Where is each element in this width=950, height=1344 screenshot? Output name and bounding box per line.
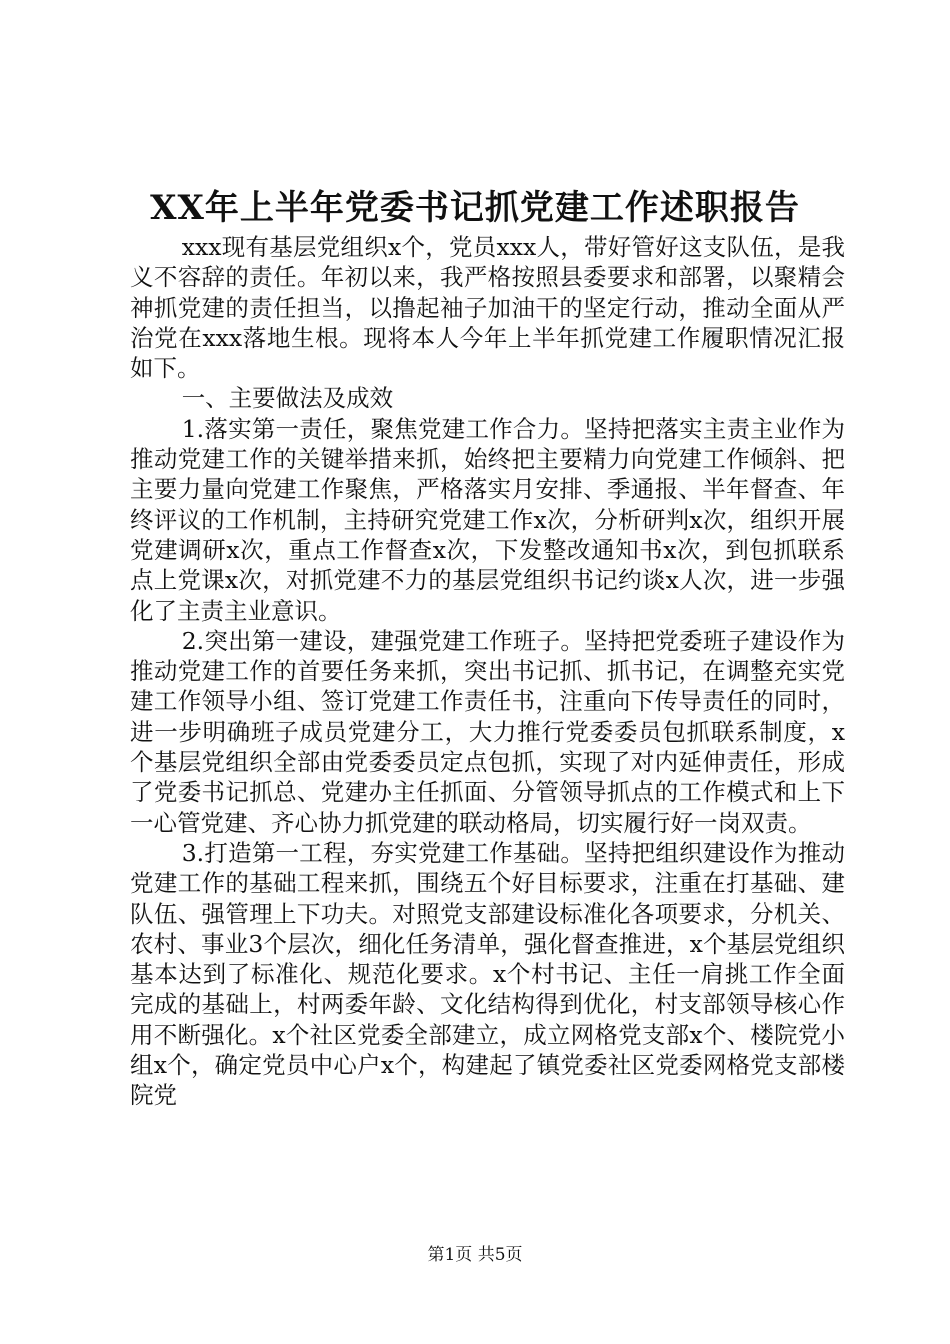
document-title: XX年上半年党委书记抓党建工作述职报告 [150, 188, 800, 228]
paragraph-item-2: 2.突出第一建设，建强党建工作班子。坚持把党委班子建设作为推动党建工作的首要任务来抓，突出书记抓、抓书记，在调整充实党建工作领导小组、签订党建工作责任书，注重向下传导责任的同时，进一步明确班子成员党建分工，大力推行党委委员包抓联系制度，x个基层党组织全部由党委委员定点包抓，实现了对内延伸责任，形成了党委书记抓总、党建办主任抓面、分管领导抓点的工作模式和上下一心管党建、齐心协力抓党建的联动格局，切实履行好一岗双责。 [130, 626, 845, 837]
paragraph-intro: xxx现有基层党组织x个，党员xxx人，带好管好这支队伍，是我义不容辞的责任。年初以来，我严格按照县委要求和部署，以聚精会神抓党建的责任担当，以撸起袖子加油干的坚定行动，推动全面从严治党在xxx落地生根。现将本人今年上半年抓党建工作履职情况汇报如下。 [130, 233, 845, 383]
paragraph-item-3: 3.打造第一工程，夯实党建工作基础。坚持把组织建设作为推动党建工作的基础工程来抓，围绕五个好目标要求，注重在打基础、建队伍、强管理上下功夫。对照党支部建设标准化各项要求，分机关、农村、事业3个层次，细化任务清单，强化督查推进，x个基层党组织基本达到了标准化、规范化要求。x个村书记、主任一肩挑工作全面完成的基础上，村两委年龄、文化结构得到优化，村支部领导核心作用不断强化。x个社区党委全部建立，成立网格党支部x个、楼院党小组x个，确定党员中心户x个，构建起了镇党委社区党委网格党支部楼院党 [130, 838, 845, 1110]
section-heading: 一、主要做法及成效 [181, 384, 394, 413]
document-body [130, 232, 845, 1111]
paragraph-item-1: 1.落实第一责任，聚焦党建工作合力。坚持把落实主责主业作为推动党建工作的关键举措来抓，始终把主要精力向党建工作倾斜、把主要力量向党建工作聚焦，严格落实月安排、季通报、半年督查、年终评议的工作机制，主持研究党建工作x次，分析研判x次，组织开展党建调研x次，重点工作督查x次，下发整改通知书x次，到包抓联系点上党课x次，对抓党建不力的基层党组织书记约谈x人次，进一步强化了主责主业意识。 [130, 414, 845, 625]
page-number-footer: 第1页 共5页 [427, 1245, 523, 1265]
